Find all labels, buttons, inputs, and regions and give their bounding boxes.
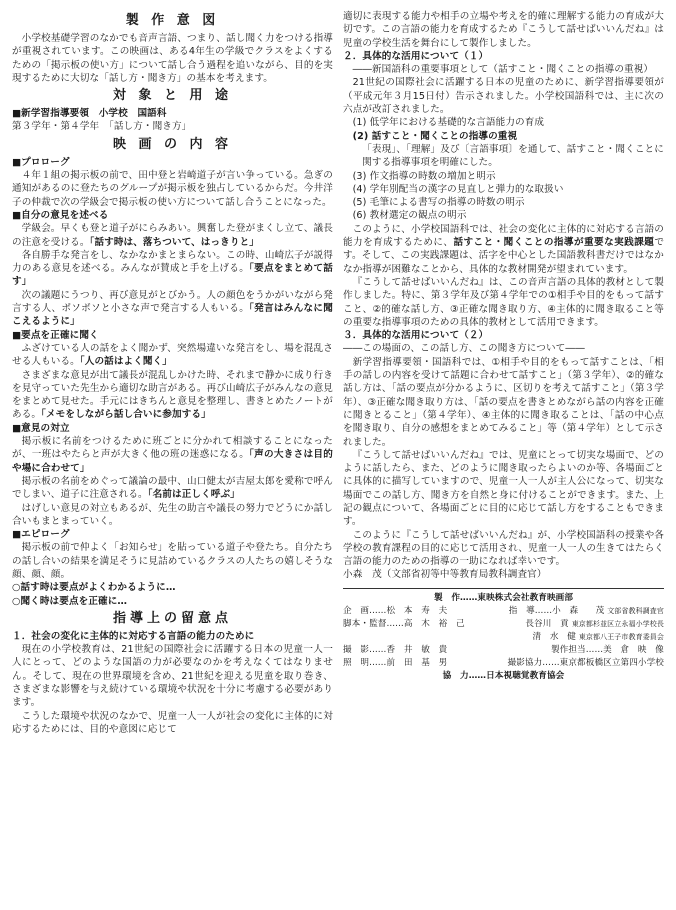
usage-heading-2: ２．具体的な活用について（１）	[343, 50, 489, 62]
credit-row-4	[343, 644, 664, 657]
conflict-key-1: 「声の大きさは目的や場に合わせて」	[12, 449, 333, 474]
usage-text-3: 『こうして話せばいいんだね』は、この音声言語の具体的教材として製作しました。特に、第３学年及び第４学年での①相手や目的をもって話すこと、②的確な話し方、③正確な聞き取り方、④主体的に聞き取ること等の重要な指導事項のための具体的教材として活用できます。	[343, 276, 664, 328]
section-title-content: 映 画 の 内 容	[112, 136, 233, 152]
guidance-text-1: 現在の小学校教育は、21世紀の国際社会に活躍する日本の児童一人一人にとって、どのような国語の力が必要なのかを考えなくてはなりません。そして、現在の世界環境を含め、21世紀を迎える児童を取り巻き、さまざまな影響を与え続けている環境や状況を十分に考慮する必要があります。	[12, 644, 333, 709]
conflict-text-2a: 掲示板の名前をめぐって議論の最中、山口健太が吉屋太郎を愛称で呼んでしまい、道子に注意される。	[12, 475, 333, 501]
credit-guidance-name: 指 導……小 森 茂	[508, 605, 605, 616]
revision-item-4: (4) 学年別配当の漢字の見直しと弾力的な取扱い	[352, 183, 564, 195]
listen-key-1: 「人の話はよく聞く」	[79, 356, 172, 368]
section-title-intent: 製 作 意 図	[125, 13, 220, 28]
usage-text-5: 『こうして話せばいいんだね』では、児童にとって切実な場面で、どのように話したら、また、どのように聞き取ったらよいのか等、各場面ごとに具体的に描写していますので、児童一人一人が主人公になって、切実な場面でこの話し方、聞き方を自然と身に付けることができます。また、上記の観点について、各場面ごとに目的に応じて話し方をすることもできます。	[343, 449, 664, 528]
opinion-text-1a: 学級会。早くも登と道子がにらみあい。興奮した登がまくし立て、議長の注意を受ける。	[12, 223, 333, 248]
usage-text-4: 新学習指導要領・国語科では、①相手や目的をもって話すことは、「相手の話しの内容を受けて話題に合わせて話すこと」（第３学年）、②的確な話し方は、「話の要点が分かるように、区切りを考えて話すこと」（第３学年）、③正確な聞き取り方は、「話の要点を書きとめながら話の内容を正確に聞きとること」（第４学年）、④主体的に聞き取ることは、「話の中心点を聞き取り、自分の感想をまとめてみること」等（第４学年）として示されました。	[343, 356, 664, 448]
conflict-text-1	[12, 435, 333, 475]
opinion-heading: ■自分の意見を述べる	[12, 209, 109, 221]
opinion-text-2	[12, 249, 333, 289]
conflict-text-3: はげしい意見の対立もあるが、先生の助言や議長の努力でどうにか話し合いもまとまっていく。	[12, 502, 333, 527]
epilogue-bullet-2: ○聞く時は要点を正確に…	[12, 595, 128, 607]
listen-heading: ■要点を正確に聞く	[12, 329, 99, 341]
target-line1: ■新学習指導要領 小学校 国語科	[12, 108, 167, 120]
prologue-text: ４年１組の掲示板の前で、田中登と岩崎道子が言い争っている。急ぎの通知があるのに登たちのグループが掲示板を独占しているからだ。今井洋子の仲裁で次の学級会で掲示板の使い方について話し合うことになった。	[12, 170, 333, 208]
opinion-key-1: 「話す時は、落ちついて、はっきりと」	[89, 236, 259, 248]
credit-director: 脚本・監督……高 木 裕 己	[343, 618, 465, 629]
listen-text-1	[12, 342, 333, 369]
credit-advisor-1	[525, 618, 664, 631]
usage-subheading-2: ――新国語科の重要事項として（話すこと・聞くことの指導の重視）	[352, 64, 654, 76]
revision-item-1: (1) 低学年における基礎的な言語能力の育成	[352, 117, 545, 129]
revision-item-3: (3) 作文指導の時数の増加と明示	[352, 170, 496, 182]
conflict-text-2	[12, 475, 333, 502]
epilogue-text: 掲示板の前で仲よく「お知らせ」を貼っている道子や登たち。自分たちの話し合いの結果を満足そうに見詰めているクラスの人たちの嬉しそうな顔、顔、顔。	[12, 542, 333, 580]
epilogue-heading: ■エピローグ	[12, 529, 70, 541]
intent-text: 小学校基礎学習のなかでも音声言語、つまり、話し聞く力をつける指導が重視されています。この映画は、ある4年生の学級でクラスをよくするための「掲示板の使い方」について話し合う過程を追いながら、目的を実現するために大切な「話し方・聞き方」の基本を考えます。	[12, 33, 333, 84]
credit-row-2	[343, 618, 664, 631]
listen-text-2	[12, 369, 333, 422]
guidance-heading-1: １．社会の変化に主体的に対応する言語の能力のために	[12, 630, 255, 642]
usage-text-2	[343, 223, 664, 276]
opinion-key-3: 「発言はみんなに聞こえるように」	[12, 303, 333, 328]
credit-guidance	[509, 605, 664, 618]
credit-advisor-2-name: 清 水 健	[532, 631, 576, 642]
target-line2: 第３学年・第４学年 「話し方・聞き方」	[12, 121, 192, 133]
credit-production: 製 作……東映株式会社教育映画部	[433, 592, 574, 603]
signature: 小森 茂（文部省初等中等教育局教科調査官）	[343, 569, 547, 581]
continued-text: 適切に表現する能力や相手の立場や考えを的確に理解する能力の育成が大切です。この言語の能力を育成するため『こうして話せばいいんだね』は児童の学校生活を舞台にして製作しました。	[343, 11, 664, 49]
credit-planning: 企 画……松 本 寿 夫	[343, 605, 448, 616]
usage-text-1: 21世紀の国際社会に活躍する日本の児童のために、新学習指導要領が（平成元年３月15日付）告示されました。小学校国語科では、主に次の六点が改訂されました。	[343, 77, 664, 116]
listen-text-2a: さまざまな意見が出て議長が混乱しかけた時、それまで静かに成り行きを見守っていた先生から適切な助言がある。再び山崎広子がみんなの意見をまとめて見せた。手元にはきちんと意見を整理し、書きとめたノートがある。	[12, 369, 333, 421]
credit-row-1	[343, 605, 664, 618]
credit-guidance-note: 文部省教科調査官	[607, 606, 664, 615]
credit-advisor-2	[532, 631, 664, 644]
conflict-heading: ■意見の対立	[12, 422, 70, 434]
usage-text-2a: このように、小学校国語科では、社会の変化に主体的に対応する言語の能力を育成するために、	[343, 223, 664, 249]
revision-item-2-desc: 「表現」、「理解」及び〔言語事項〕を通して、話すこと・聞くことに関する指導事項を明確にした。	[362, 143, 664, 169]
section-title-target: 対 象 と 用 途	[112, 88, 233, 104]
revision-item-2: (2) 話すこと・聞くことの指導の重視	[352, 130, 518, 142]
revision-item-5: (5) 毛筆による書写の指導の時数の明示	[352, 197, 525, 209]
usage-subheading-3: ――この場面の、この話し方、この聞き方について――	[343, 343, 585, 355]
right-column	[343, 10, 664, 910]
prologue-heading: ■プロローグ	[12, 156, 70, 168]
guidance-text-2: こうした環境や状況のなかで、児童一人一人が社会の変化に主体的に対応するためには、目的や意図に応じて	[12, 710, 333, 735]
opinion-text-3a: 次の議題にうつり、再び意見がとびかう。人の顔色をうかがいながら発言する人、ボソボソと小さな声で発言する人もいる。	[12, 289, 333, 315]
conflict-key-2: 「名前は正しく呼ぶ」	[147, 489, 240, 501]
credit-advisor-1-name: 長谷川 貢	[525, 618, 569, 629]
listen-key-2: 「メモをしながら話し合いに参加する」	[41, 409, 211, 421]
left-column	[12, 10, 333, 910]
credits-block	[343, 588, 664, 683]
usage-heading-3: ３．具体的な活用について（２）	[343, 330, 489, 342]
revision-item-6: (6) 教材選定の観点の明示	[352, 210, 467, 222]
usage-text-2c: です。そして、この実践課題は、活字を中心とした国語教科書だけではなかなか指導が困難なことから、具体的な教材開発が望まれています。	[343, 237, 665, 275]
epilogue-bullet-1: ○話す時は要点がよくわかるように…	[12, 582, 176, 594]
listen-text-1a: ふざけている人の話をよく聞かず、突然場違いな発言をし、場を混乱させる人もいる。	[12, 342, 333, 368]
credit-producer: 製作担当……美 倉 映 像	[550, 644, 664, 655]
section-title-guidance: 指導上の留意点	[112, 610, 232, 626]
opinion-key-2: 「要点をまとめて話す」	[12, 263, 333, 288]
opinion-text-1	[12, 222, 333, 249]
usage-text-6: このように『こうして話せばいいんだね』が、小学校国語科の授業や各学校の教育課程の目的に応じて活用され、児童一人一人の生きてはたらく言語の能力のための指導の一助になれば幸いです。	[343, 529, 664, 568]
credit-row-3	[343, 631, 664, 644]
credit-advisor-1-note: 東京都杉並区立永福小学校長	[571, 619, 664, 628]
credit-location: 撮影協力……東京都板橋区立第四小学校	[507, 657, 664, 668]
opinion-text-3	[12, 289, 333, 329]
credit-camera: 撮 影……香 井 敏 貴	[343, 644, 448, 655]
credit-row-5	[343, 657, 664, 670]
credit-cooperation: 協 力……日本視聴覚教育協会	[442, 670, 565, 681]
opinion-text-2a: 各自勝手な発言をし、なかなかまとまらない。この時、山崎広子が説得力のある意見を述べる。みんなが賛成と手を上げる。	[12, 249, 333, 275]
conflict-text-1a: 掲示板に名前をつけるために班ごとに分かれて相談することになったが、一班はやたらと声が大きく他の班の迷惑になる。	[12, 436, 333, 461]
credit-advisor-2-note: 東京都八王子市教育委員会	[578, 632, 664, 641]
usage-text-2b: 話すこと・聞くことの指導が重要な実践課題	[453, 237, 655, 249]
credit-lighting: 照 明……前 田 基 男	[343, 657, 448, 668]
